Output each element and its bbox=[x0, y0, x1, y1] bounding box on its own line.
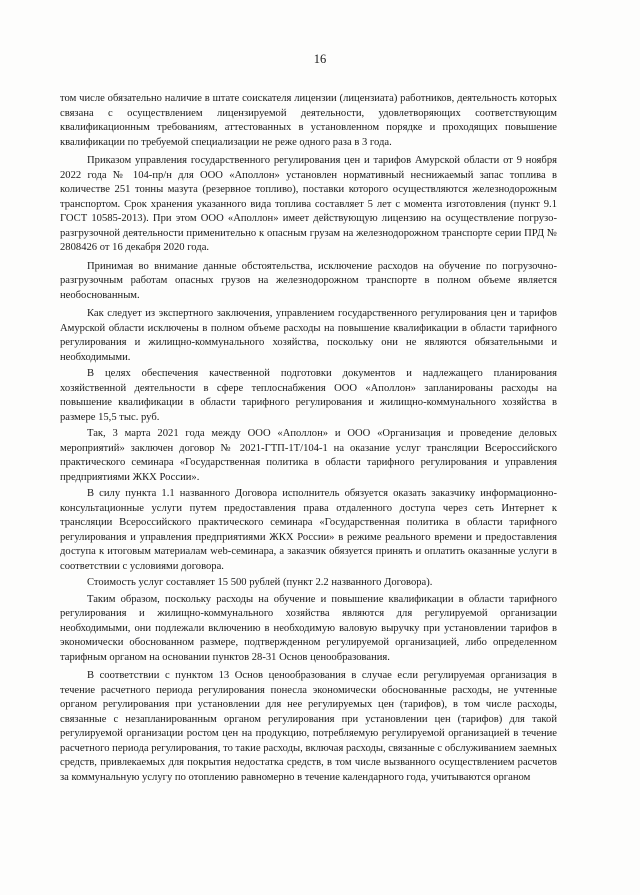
paragraph-6: Так, 3 марта 2021 года между ООО «Аполлон» и ООО «Организация и проведение деловых мероприятий» заключен договор № 2021-ГТП-1Т/104-1 на оказание услуг трансляции Всероссийского практического семинара «Государственная политика в области тарифного регулирования и управления предприятиями ЖКХ России». bbox=[60, 428, 557, 483]
paragraph-10: В соответствии с пунктом 13 Основ ценообразования в случае если регулируемая организация в течение расчетного периода регулирования понесла экономически обоснованные расходы, не учтенные органом регулирования при установлении для нее регулируемых цен (тарифов), в том числе расходы, связанные с незапланированным органом регулирования при установлении цен (тарифов) для такой регулируемой организации ростом цен на продукцию, потребляемую регулируемой организацией в течение расчетного периода регулирования, то такие расходы, включая расходы, связанные с обслуживанием заемных средств, привлекаемых для покрытия недостатка средств, в том числе вызванного осуществлением расчетов за коммунальную услугу по отоплению равномерно в течение календарного года, учитываются органом bbox=[60, 670, 557, 783]
paragraph-3: Принимая во внимание данные обстоятельства, исключение расходов на обучение по погрузочно-разгрузочным работам опасных грузов на железнодорожном транспорте в полном объеме является необоснованным. bbox=[60, 260, 557, 301]
paragraph-4: Как следует из экспертного заключения, управлением государственного регулирования цен и тарифов Амурской области исключены в полном объеме расходы на повышение квалификации в области тарифного регулирования и жилищно-коммунального хозяйства, поскольку они не являются обязательными и необходимыми. bbox=[60, 308, 557, 363]
paragraph-9: Таким образом, поскольку расходы на обучение и повышение квалификации в области тарифного регулирования и жилищно-коммунального хозяйства являются для регулируемой организации необходимыми, они подлежали включению в необходимую валовую выручку при установлении тарифов в экономически обоснованном размере, подтвержденном регулируемой организацией, либо определенном тарифным органом на основании пунктов 28-31 Основ ценообразования. bbox=[60, 593, 557, 663]
page-number: 16 bbox=[313, 52, 327, 66]
paragraph-1: том числе обязательно наличие в штате соискателя лицензии (лицензиата) работников, деятельность которых связана с осуществлением лицензируемой деятельности, удовлетворяющих соответствующим квалификационным требованиям, аттестованных в установленном порядке и проходящих повышение квалификации по требуемой специализации не реже одного раза в 3 года. bbox=[60, 93, 557, 148]
paragraph-8: Стоимость услуг составляет 15 500 рублей (пункт 2.2 названного Договора). bbox=[87, 577, 433, 588]
paragraph-7: В силу пункта 1.1 названного Договора исполнитель обязуется оказать заказчику информационно-консультационные услуги путем предоставления права отдаленного доступа через сеть Интернет к трансляции Всероссийского практического семинара «Государственная политика в области тарифного регулирования и управления предприятиями ЖКХ России» в режиме реального времени и предоставления доступа к итоговым материалам web-семинара, а заказчик обязуется принять и оплатить оказанные услуги в соответствии с условиями договора. bbox=[60, 488, 557, 572]
paragraph-2: Приказом управления государственного регулирования цен и тарифов Амурской области от 9 ноября 2022 года № 104-пр/н для ООО «Аполлон» установлен нормативный неснижаемый запас топлива в количестве 251 тонны мазута (резервное топливо), поставки которого осуществляются железнодорожным транспортом. Срок хранения указанного вида топлива составляет 5 лет с момента изготовления (пункт 9.1 ГОСТ 10585-2013). При этом ООО «Аполлон» имеет действующую лицензию на осуществление погрузо-разгрузочной деятельности применительно к опасным грузам на железнодорожном транспорте серии ПРД № 2808426 от 16 декабря 2020 года. bbox=[60, 155, 557, 253]
document-body bbox=[60, 92, 557, 789]
paragraph-5: В целях обеспечения качественной подготовки документов и надлежащего планирования хозяйственной деятельности в сфере теплоснабжения ООО «Аполлон» запланированы расходы на повышение квалификации в области тарифного регулирования и жилищно-коммунального хозяйства в размере 15,5 тыс. руб. bbox=[60, 368, 557, 423]
